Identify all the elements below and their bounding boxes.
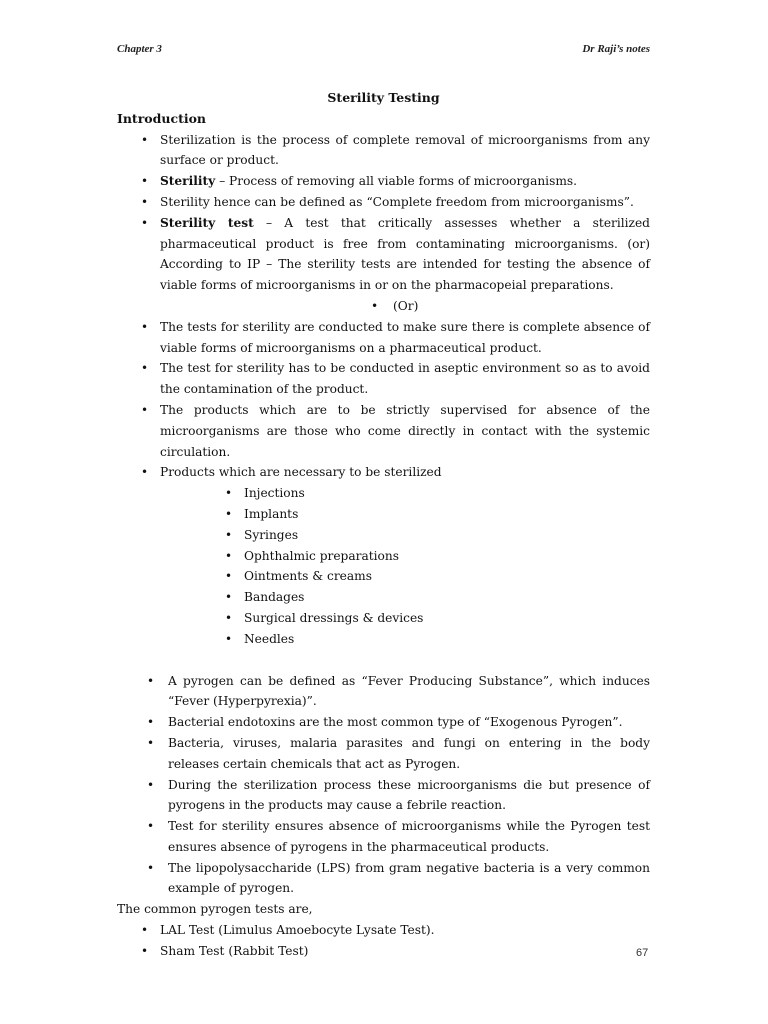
pyrogen-list [117, 671, 650, 900]
product-item: • Ointments & creams [117, 566, 650, 587]
list-item: • The products which are to be strictly supervised for absence of the microorganisms are those who come directly in contact with the systemic circulation. [117, 400, 650, 462]
tests-intro: The common pyrogen tests are, [117, 902, 313, 917]
section-heading: Introduction [117, 110, 207, 126]
list-item: • Sham Test (Rabbit Test) [117, 941, 650, 962]
product-item: • Needles [117, 629, 650, 650]
tests-list [117, 920, 650, 962]
intro-list-continued [117, 317, 650, 483]
list-item: • During the sterilization process these microorganisms die but presence of pyrogens in the products may cause a febrile reaction. [117, 775, 650, 817]
definition: – Process of removing all viable forms of microorganisms. [215, 174, 578, 189]
list-item: • Bacterial endotoxins are the most common type of “Exogenous Pyrogen”. [117, 712, 650, 733]
intro-list [117, 130, 650, 296]
list-item [117, 171, 650, 192]
list-item: • Test for sterility ensures absence of microorganisms while the Pyrogen test ensures absence of pyrogens in the pharmaceutical products. [117, 816, 650, 858]
product-item: • Surgical dressings & devices [117, 608, 650, 629]
product-item: • Syringes [117, 525, 650, 546]
definition: – A test that critically assesses whether a sterilized pharmaceutical product is free from contaminating microorganisms. (or) According to IP – The sterility tests are intended for testing the absence of viable forms of microorganisms in or on the pharmacopeial preparations. [160, 215, 650, 293]
list-item: • LAL Test (Limulus Amoebocyte Lysate Test). [117, 920, 650, 941]
list-item: • The test for sterility has to be conducted in aseptic environment so as to avoid the contamination of the product. [117, 358, 650, 400]
product-item: • Injections [117, 483, 650, 504]
page-body [117, 88, 650, 962]
spacer [117, 650, 650, 671]
term: Sterility [160, 174, 216, 189]
list-item: • Products which are necessary to be sterilized [117, 462, 650, 483]
list-item: • A pyrogen can be defined as “Fever Producing Substance”, which induces “Fever (Hyperpyrexia)”. [117, 671, 650, 713]
page-number: 67 [636, 947, 649, 959]
products-list [117, 483, 650, 649]
chapter-label: Chapter 3 [117, 43, 162, 55]
list-item: • Sterility hence can be defined as “Complete freedom from microorganisms”. [117, 192, 650, 213]
list-item [117, 213, 650, 296]
or-separator: • (Or) [117, 296, 650, 317]
page-title: Sterility Testing [327, 90, 440, 105]
notes-label: Dr Raji’s notes [582, 43, 650, 55]
list-item: • Bacteria, viruses, malaria parasites and fungi on entering in the body releases certain chemicals that act as Pyrogen. [117, 733, 650, 775]
term: Sterility test [160, 215, 254, 230]
product-item: • Ophthalmic preparations [117, 546, 650, 567]
list-item: • The tests for sterility are conducted to make sure there is complete absence of viable forms of microorganisms on a pharmaceutical product. [117, 317, 650, 359]
product-item: • Implants [117, 504, 650, 525]
list-item: • Sterilization is the process of complete removal of microorganisms from any surface or product. [117, 130, 650, 172]
product-item: • Bandages [117, 587, 650, 608]
list-item: • The lipopolysaccharide (LPS) from gram negative bacteria is a very common example of pyrogen. [117, 858, 650, 900]
